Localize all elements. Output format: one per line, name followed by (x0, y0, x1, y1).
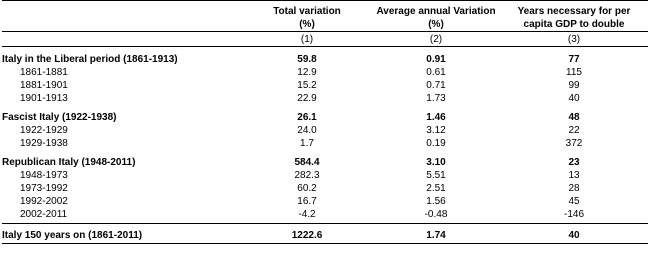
header-total-variation: Total variation (242, 1, 372, 19)
cell-total-variation: 59.8 (297, 53, 317, 65)
period-label: 1929-1938 (20, 138, 68, 149)
cell-total-variation: 584.4 (294, 156, 320, 168)
column-number-3: (3) (500, 32, 648, 47)
period-label: 1861-1881 (20, 67, 68, 78)
header-total-variation-unit: (%) (299, 19, 315, 30)
period-label: 1973-1992 (20, 183, 68, 194)
cell-years-to-double: 115 (566, 67, 582, 78)
period-label: 1992-2002 (20, 196, 68, 207)
period-label: 1922-1929 (20, 125, 68, 136)
cell-years-to-double: 45 (568, 196, 580, 207)
cell-years-to-double: 77 (568, 53, 580, 65)
cell-average-annual-variation: 2.51 (426, 183, 446, 194)
section-label: Fascist Italy (1922-1938) (2, 111, 117, 123)
cell-total-variation: 282.3 (294, 170, 320, 181)
cell-average-annual-variation: 5.51 (426, 170, 446, 181)
cell-total-variation: 24.0 (297, 125, 317, 136)
cell-total-variation: 1.7 (300, 138, 314, 149)
cell-years-to-double: 40 (568, 93, 580, 104)
section-row-liberal (2, 47, 648, 67)
cell-years-to-double: 22 (568, 125, 580, 136)
table-row (2, 124, 648, 137)
section-label: Republican Italy (1948-2011) (2, 156, 136, 168)
column-number-row (2, 32, 648, 47)
section-label: Italy in the Liberal period (1861-1913) (2, 53, 178, 65)
cell-years-to-double: 372 (565, 138, 583, 149)
table-row (2, 169, 648, 182)
table-row (2, 79, 648, 92)
header-label-blank (2, 1, 242, 19)
period-label: 1948-1973 (20, 170, 68, 181)
period-label: 2002-2011 (20, 209, 68, 220)
header-years-to-double: Years necessary for per (500, 1, 648, 19)
cell-average-annual-variation: 3.10 (426, 156, 446, 168)
column-number-blank (2, 32, 242, 47)
gdp-variation-table (2, 0, 648, 244)
cell-total-variation: 16.7 (297, 196, 317, 207)
table-row (2, 92, 648, 105)
total-row (2, 224, 648, 244)
cell-average-annual-variation: 1.56 (426, 196, 446, 207)
cell-average-annual-variation: 0.61 (426, 67, 446, 78)
cell-average-annual-variation: 0.71 (426, 80, 446, 91)
table-row (2, 208, 648, 221)
cell-total-variation: 1222.6 (242, 224, 372, 244)
table-row (2, 66, 648, 79)
cell-average-annual-variation: 1.73 (426, 93, 446, 104)
cell-total-variation: 12.9 (297, 67, 317, 78)
cell-average-annual-variation: 1.74 (372, 224, 500, 244)
cell-total-variation: 22.9 (297, 93, 317, 104)
column-number-1: (1) (242, 32, 372, 47)
cell-average-annual-variation: 0.19 (426, 138, 446, 149)
table-row (2, 137, 648, 150)
table-row (2, 182, 648, 195)
cell-years-to-double: 23 (568, 156, 580, 168)
cell-average-annual-variation: 0.91 (426, 53, 446, 65)
cell-total-variation: -4.2 (298, 209, 316, 220)
column-number-2: (2) (372, 32, 500, 47)
cell-average-annual-variation: 1.46 (426, 111, 446, 123)
header-label-blank-2 (2, 18, 242, 32)
cell-years-to-double: 40 (500, 224, 648, 244)
cell-total-variation: 60.2 (297, 183, 317, 194)
section-row-republican (2, 150, 648, 169)
period-label: 1881-1901 (20, 80, 68, 91)
cell-years-to-double: 28 (568, 183, 580, 194)
cell-average-annual-variation: 3.12 (426, 125, 446, 136)
header-years-to-double-line2: capita GDP to double (523, 19, 625, 30)
total-label: Italy 150 years on (1861-2011) (2, 224, 242, 244)
cell-total-variation: 15.2 (297, 80, 317, 91)
cell-total-variation: 26.1 (297, 111, 317, 123)
header-row-1 (2, 1, 648, 19)
cell-years-to-double: -146 (563, 209, 584, 220)
header-average-annual-variation: Average annual Variation (372, 1, 500, 19)
cell-years-to-double: 99 (568, 80, 580, 91)
section-row-fascist (2, 105, 648, 124)
header-average-annual-variation-unit: (%) (428, 19, 444, 30)
cell-average-annual-variation: -0.48 (424, 209, 448, 220)
cell-years-to-double: 13 (568, 170, 580, 181)
table-row (2, 195, 648, 208)
period-label: 1901-1913 (20, 93, 68, 104)
header-row-2 (2, 18, 648, 32)
cell-years-to-double: 48 (568, 111, 580, 123)
